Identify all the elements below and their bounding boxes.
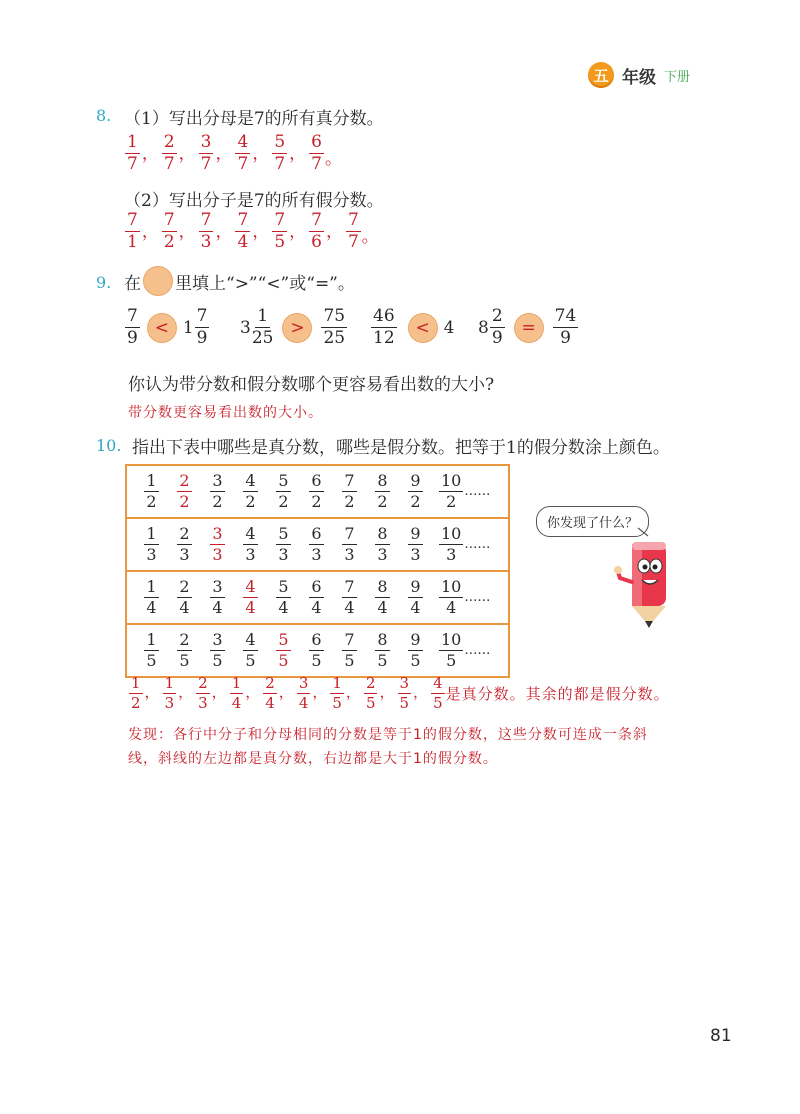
numerator: 6 — [311, 471, 322, 490]
fraction — [199, 134, 214, 173]
numerator: 7 — [200, 210, 212, 230]
denominator: 2 — [278, 492, 289, 511]
denominator: 3 — [200, 232, 212, 252]
fraction — [175, 632, 194, 669]
numerator: 1 — [127, 132, 138, 152]
compare-sign: < — [408, 313, 438, 343]
denominator: 5 — [433, 694, 443, 712]
denominator: 3 — [410, 545, 421, 564]
numerator: 10 — [441, 471, 462, 490]
denominator: 5 — [245, 651, 256, 670]
ellipsis: …… — [464, 537, 491, 552]
fraction — [241, 632, 260, 669]
fraction — [272, 212, 287, 251]
denominator: 2 — [344, 492, 355, 511]
fraction — [208, 579, 227, 616]
denominator: 7 — [127, 154, 138, 174]
fraction — [398, 676, 412, 711]
fraction — [241, 526, 260, 563]
q10-finding-line1: 发现：各行中分子和分母相同的分数是等于1的假分数，这些分数可连成一条斜 — [128, 727, 648, 743]
numerator: 2 — [198, 674, 208, 692]
fraction — [142, 473, 161, 510]
blank-circle-icon — [143, 266, 173, 296]
comma: ， — [178, 683, 194, 701]
answer-tail: 是真分数。其余的都是假分数。 — [445, 685, 670, 703]
period: 。 — [361, 227, 379, 247]
numerator: 2 — [179, 577, 190, 596]
fraction — [125, 212, 140, 251]
fraction — [330, 676, 344, 711]
fraction — [162, 134, 177, 173]
speech-bubble: 你发现了什么？ — [536, 506, 649, 537]
fraction-equal-one — [241, 579, 260, 616]
fraction — [373, 579, 392, 616]
numerator: 10 — [441, 630, 462, 649]
whole-number: 8 — [478, 317, 489, 338]
q10-number: 10. — [96, 436, 122, 455]
denominator: 3 — [245, 545, 256, 564]
numerator: 5 — [274, 132, 286, 152]
grade-label: 年级 — [622, 67, 656, 88]
denominator: 5 — [212, 651, 223, 670]
denominator: 3 — [179, 545, 190, 564]
denominator: 4 — [410, 598, 421, 617]
numerator: 4 — [245, 577, 256, 596]
q9-compare-3 — [370, 308, 454, 347]
comma: ， — [379, 683, 395, 701]
denominator: 5 — [311, 651, 322, 670]
denominator: 1 — [127, 232, 138, 252]
fraction — [163, 676, 177, 711]
denominator: 7 — [311, 154, 322, 174]
denominator: 3 — [212, 545, 223, 564]
numerator: 1 — [146, 630, 157, 649]
grade-badge: 五 — [588, 62, 614, 88]
comma: ， — [141, 222, 159, 242]
numerator: 7 — [311, 210, 322, 230]
numerator: 7 — [344, 524, 355, 543]
numerator: 5 — [278, 524, 289, 543]
numerator: 7 — [274, 210, 286, 230]
numerator: 7 — [344, 577, 355, 596]
denominator: 5 — [278, 651, 289, 670]
numerator: 4 — [245, 524, 256, 543]
q9-number: 9. — [96, 273, 112, 292]
numerator: 1 — [146, 524, 157, 543]
comma: ， — [289, 222, 307, 242]
comma: ， — [252, 222, 270, 242]
denominator: 2 — [245, 492, 256, 511]
numerator: 6 — [311, 630, 322, 649]
q9-question: 你认为带分数和假分数哪个更容易看出数的大小? — [128, 375, 495, 395]
fraction: $\frac{1}{25}$ — [251, 306, 274, 348]
denominator: 3 — [344, 545, 355, 564]
numerator: 8 — [377, 471, 388, 490]
numerator: 8 — [377, 577, 388, 596]
table-row — [126, 518, 509, 571]
denominator: 5 — [365, 694, 376, 712]
numerator: 2 — [179, 630, 190, 649]
q9-compare-4 — [478, 308, 579, 347]
numerator: 5 — [278, 471, 289, 490]
denominator: 4 — [265, 694, 275, 712]
denominator: 7 — [274, 154, 286, 174]
denominator: 4 — [245, 598, 256, 617]
fraction — [162, 212, 177, 251]
fraction-equal-one — [208, 526, 227, 563]
denominator: 4 — [179, 598, 190, 617]
q10-finding-line2: 线，斜线的左边都是真分数，右边都是大于1的假分数。 — [128, 751, 498, 767]
ellipsis: …… — [464, 590, 491, 605]
fraction — [373, 632, 392, 669]
numerator: 6 — [311, 577, 322, 596]
fraction-table — [125, 464, 510, 678]
numerator: 1 — [332, 674, 342, 692]
denominator: 4 — [446, 598, 457, 617]
denominator: 4 — [344, 598, 355, 617]
comma: ， — [289, 144, 307, 164]
q8-part2: （2）写出分子是7的所有假分数。 — [124, 191, 384, 211]
fraction: $\frac{7}{9}$ — [127, 306, 138, 348]
fraction: $\frac{74}{9}$ — [554, 306, 577, 348]
numerator: 10 — [441, 524, 462, 543]
denominator: 5 — [446, 651, 457, 670]
fraction — [406, 579, 425, 616]
denominator: 6 — [311, 232, 322, 252]
table-row — [126, 571, 509, 624]
fraction — [340, 579, 359, 616]
denominator: 3 — [446, 545, 457, 564]
denominator: 5 — [377, 651, 388, 670]
compare-sign: > — [282, 313, 312, 343]
q8-number: 8. — [96, 106, 112, 125]
q10-answer — [128, 676, 670, 711]
fraction: $\frac{46}{12}$ — [373, 306, 395, 348]
fraction — [439, 526, 463, 563]
comma: ， — [278, 683, 294, 701]
q8-answer2 — [124, 212, 379, 251]
denominator: 4 — [311, 598, 322, 617]
numerator: 3 — [212, 524, 223, 543]
denominator: 5 — [410, 651, 421, 670]
numerator: 3 — [212, 630, 223, 649]
denominator: 4 — [377, 598, 388, 617]
fraction: $\frac{75}{25}$ — [323, 306, 346, 348]
numerator: 7 — [347, 210, 359, 230]
numerator: 3 — [212, 577, 223, 596]
fraction — [235, 212, 250, 251]
numerator: 3 — [212, 471, 223, 490]
fraction-equal-one — [175, 473, 194, 510]
ellipsis: …… — [464, 643, 491, 658]
comma: ， — [141, 144, 159, 164]
fraction — [230, 676, 244, 711]
whole-number: 1 — [182, 317, 194, 338]
fraction — [142, 526, 161, 563]
denominator: 3 — [377, 545, 388, 564]
comma: ， — [215, 144, 233, 164]
numerator: 1 — [164, 674, 175, 692]
comma: ， — [178, 144, 196, 164]
comma: ， — [345, 683, 361, 701]
denominator: 4 — [146, 598, 157, 617]
denominator: 2 — [163, 232, 175, 252]
comma: ， — [178, 222, 196, 242]
fraction — [307, 473, 326, 510]
denominator: 2 — [146, 492, 157, 511]
denominator: 3 — [278, 545, 289, 564]
fraction — [439, 579, 463, 616]
table-cell — [126, 518, 509, 571]
denominator: 4 — [212, 598, 223, 617]
q9-text-a: 在 — [124, 273, 141, 294]
grade-header — [588, 62, 690, 88]
numerator: 9 — [410, 577, 421, 596]
numerator: 3 — [200, 132, 212, 152]
numerator: 4 — [245, 471, 256, 490]
numerator: 3 — [298, 674, 309, 692]
fraction: $\frac{7}{9}$ — [196, 306, 208, 348]
fraction — [307, 579, 326, 616]
numerator: 10 — [441, 577, 462, 596]
denominator: 5 — [344, 651, 355, 670]
fraction: $\frac{2}{9}$ — [491, 306, 503, 348]
pencil-mascot-icon — [608, 526, 678, 634]
fraction — [406, 526, 425, 563]
comma: ， — [144, 683, 160, 701]
comma: ， — [413, 683, 429, 701]
comma: ， — [252, 144, 270, 164]
denominator: 4 — [231, 694, 242, 712]
fraction — [125, 134, 140, 173]
comma: ， — [325, 222, 343, 242]
fraction — [175, 579, 194, 616]
denominator: 3 — [146, 545, 157, 564]
denominator: 2 — [410, 492, 421, 511]
numerator: 2 — [365, 674, 376, 692]
fraction — [340, 473, 359, 510]
whole-number: 3 — [240, 317, 251, 338]
numerator: 7 — [344, 471, 355, 490]
fraction — [142, 579, 161, 616]
denominator: 2 — [212, 492, 223, 511]
fraction — [439, 632, 463, 669]
comma: ， — [245, 683, 261, 701]
denominator: 5 — [179, 651, 190, 670]
fraction-grid — [125, 464, 510, 678]
denominator: 5 — [332, 694, 342, 712]
numerator: 4 — [237, 132, 249, 152]
fraction — [199, 212, 214, 251]
fraction — [297, 676, 311, 711]
q9-instruction — [124, 266, 355, 296]
fraction — [241, 473, 260, 510]
denominator: 7 — [163, 154, 175, 174]
table-cell — [126, 571, 509, 624]
q9-answer: 带分数更容易看出数的大小。 — [128, 405, 323, 421]
table-row — [126, 624, 509, 677]
table-cell — [126, 465, 509, 518]
numerator: 1 — [146, 577, 157, 596]
comma: ， — [312, 683, 328, 701]
fraction — [235, 134, 250, 173]
fraction — [208, 473, 227, 510]
numerator: 4 — [433, 674, 443, 692]
denominator: 5 — [146, 651, 157, 670]
numerator: 2 — [163, 132, 175, 152]
numerator: 6 — [311, 132, 322, 152]
numerator: 7 — [237, 210, 249, 230]
denominator: 2 — [131, 694, 141, 712]
numerator: 7 — [127, 210, 138, 230]
denominator: 4 — [278, 598, 289, 617]
fraction — [373, 473, 392, 510]
numerator: 7 — [344, 630, 355, 649]
fraction — [208, 632, 227, 669]
denominator: 3 — [198, 694, 208, 712]
ellipsis: …… — [464, 484, 491, 499]
numerator: 9 — [410, 524, 421, 543]
denominator: 2 — [446, 492, 457, 511]
fraction — [406, 632, 425, 669]
fraction — [129, 676, 143, 711]
fraction — [309, 212, 324, 251]
numerator: 2 — [179, 471, 190, 490]
fraction — [439, 473, 463, 510]
denominator: 5 — [399, 694, 410, 712]
q9-compare-1 — [124, 308, 210, 347]
denominator: 3 — [164, 694, 175, 712]
numerator: 3 — [399, 674, 410, 692]
numerator: 8 — [377, 524, 388, 543]
fraction-equal-one — [274, 632, 293, 669]
denominator: 2 — [311, 492, 322, 511]
denominator: 2 — [377, 492, 388, 511]
denominator: 7 — [237, 154, 249, 174]
q8-answer1 — [124, 134, 342, 173]
comma: ， — [215, 222, 233, 242]
denominator: 7 — [200, 154, 212, 174]
fraction — [274, 526, 293, 563]
numerator: 2 — [265, 674, 275, 692]
numerator: 9 — [410, 471, 421, 490]
numerator: 5 — [278, 577, 289, 596]
fraction — [340, 632, 359, 669]
fraction — [346, 212, 361, 251]
table-cell — [126, 624, 509, 677]
compare-sign: = — [514, 313, 544, 343]
fraction — [175, 526, 194, 563]
fraction — [309, 134, 324, 173]
denominator: 5 — [274, 232, 286, 252]
fraction — [263, 676, 277, 711]
page-number: 81 — [710, 1026, 732, 1046]
table-row — [126, 465, 509, 518]
denominator: 4 — [237, 232, 249, 252]
fraction — [307, 632, 326, 669]
fraction — [196, 676, 210, 711]
fraction — [431, 676, 445, 711]
numerator: 1 — [146, 471, 157, 490]
volume-label: 下册 — [664, 69, 691, 85]
fraction — [274, 473, 293, 510]
numerator: 7 — [163, 210, 175, 230]
fraction — [272, 134, 287, 173]
fraction — [364, 676, 378, 711]
numerator: 5 — [278, 630, 289, 649]
numerator: 9 — [410, 630, 421, 649]
numerator: 6 — [311, 524, 322, 543]
denominator: 7 — [347, 232, 359, 252]
numerator: 1 — [131, 674, 141, 692]
q9-compare-2 — [240, 308, 348, 347]
numerator: 8 — [377, 630, 388, 649]
q10-instruction: 指出下表中哪些是真分数，哪些是假分数。把等于1的假分数涂上颜色。 — [132, 438, 670, 458]
numerator: 4 — [245, 630, 256, 649]
fraction — [142, 632, 161, 669]
q8-part1: （1）写出分母是7的所有真分数。 — [124, 109, 384, 129]
numerator: 2 — [179, 524, 190, 543]
numerator: 1 — [231, 674, 242, 692]
denominator: 2 — [179, 492, 190, 511]
denominator: 3 — [311, 545, 322, 564]
period: 。 — [324, 149, 342, 169]
fraction — [274, 579, 293, 616]
fraction — [373, 526, 392, 563]
compare-sign: < — [147, 313, 177, 343]
comma: ， — [211, 683, 227, 701]
whole-number: 4 — [443, 317, 455, 338]
fraction — [307, 526, 326, 563]
denominator: 4 — [298, 694, 309, 712]
fraction — [406, 473, 425, 510]
q9-text-b: 里填上“>”“<”或“=”。 — [175, 273, 355, 294]
fraction — [340, 526, 359, 563]
